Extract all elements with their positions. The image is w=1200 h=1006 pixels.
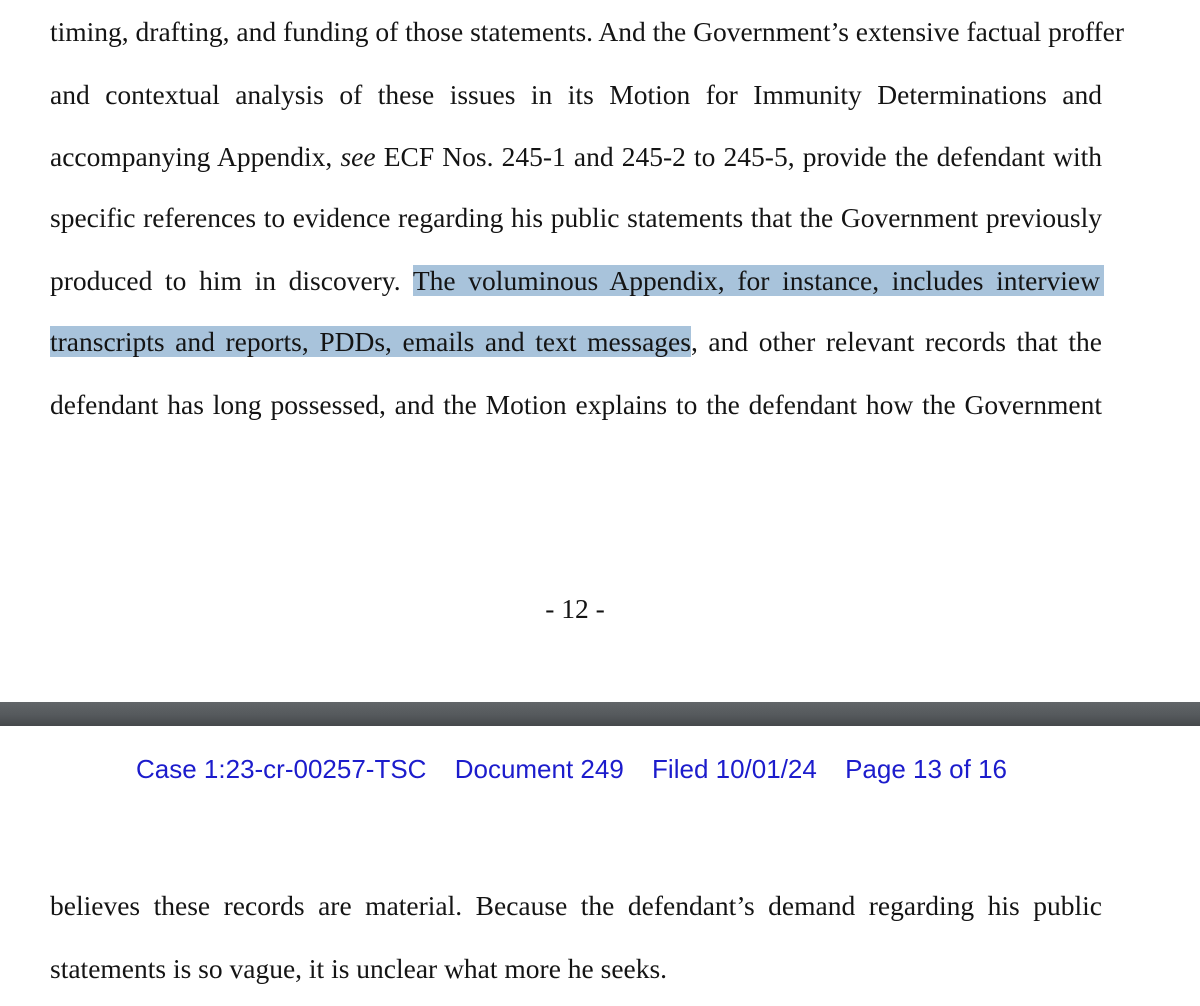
highlighted-text-selection[interactable]: transcripts and reports, PDDs, emails and text messages bbox=[50, 326, 691, 357]
body-text-line: believes these records are material. Because the defendant’s demand regarding his public bbox=[50, 890, 1102, 921]
ecf-filed-date: Filed 10/01/24 bbox=[652, 754, 817, 784]
body-text-line: statements is so vague, it is unclear what more he seeks. bbox=[50, 953, 668, 984]
body-text-line bbox=[50, 137, 1102, 177]
ecf-page-count: Page 13 of 16 bbox=[845, 754, 1007, 784]
text-segment: ECF Nos. 245-1 and 245-2 to 245-5, provide the defendant with bbox=[383, 141, 1103, 172]
body-text-line: and contextual analysis of these issues in its Motion for Immunity Determinations and bbox=[50, 79, 1102, 110]
highlighted-text-selection[interactable]: The voluminous Appendix, for instance, includes interview bbox=[412, 265, 1100, 296]
body-text-line: timing, drafting, and funding of those statements. And the Government’s extensive factual proffer bbox=[50, 16, 1125, 47]
text-segment: , and other relevant records that the bbox=[690, 326, 1102, 357]
page-number: - 12 - bbox=[545, 593, 605, 624]
page-divider bbox=[0, 702, 1200, 726]
body-text-line bbox=[50, 322, 1102, 362]
ecf-filing-header bbox=[136, 752, 1007, 786]
text-segment: produced to him in discovery. bbox=[50, 265, 401, 296]
body-text-line: defendant has long possessed, and the Motion explains to the defendant how the Government bbox=[50, 389, 1102, 420]
text-segment: accompanying Appendix, bbox=[50, 141, 333, 172]
ecf-case-number: Case 1:23-cr-00257-TSC bbox=[136, 754, 427, 784]
body-text-line: specific references to evidence regarding his public statements that the Government previously bbox=[50, 202, 1102, 233]
ecf-document-number: Document 249 bbox=[454, 754, 624, 784]
italic-citation-signal: see bbox=[340, 141, 376, 172]
body-text-line bbox=[50, 261, 1102, 301]
